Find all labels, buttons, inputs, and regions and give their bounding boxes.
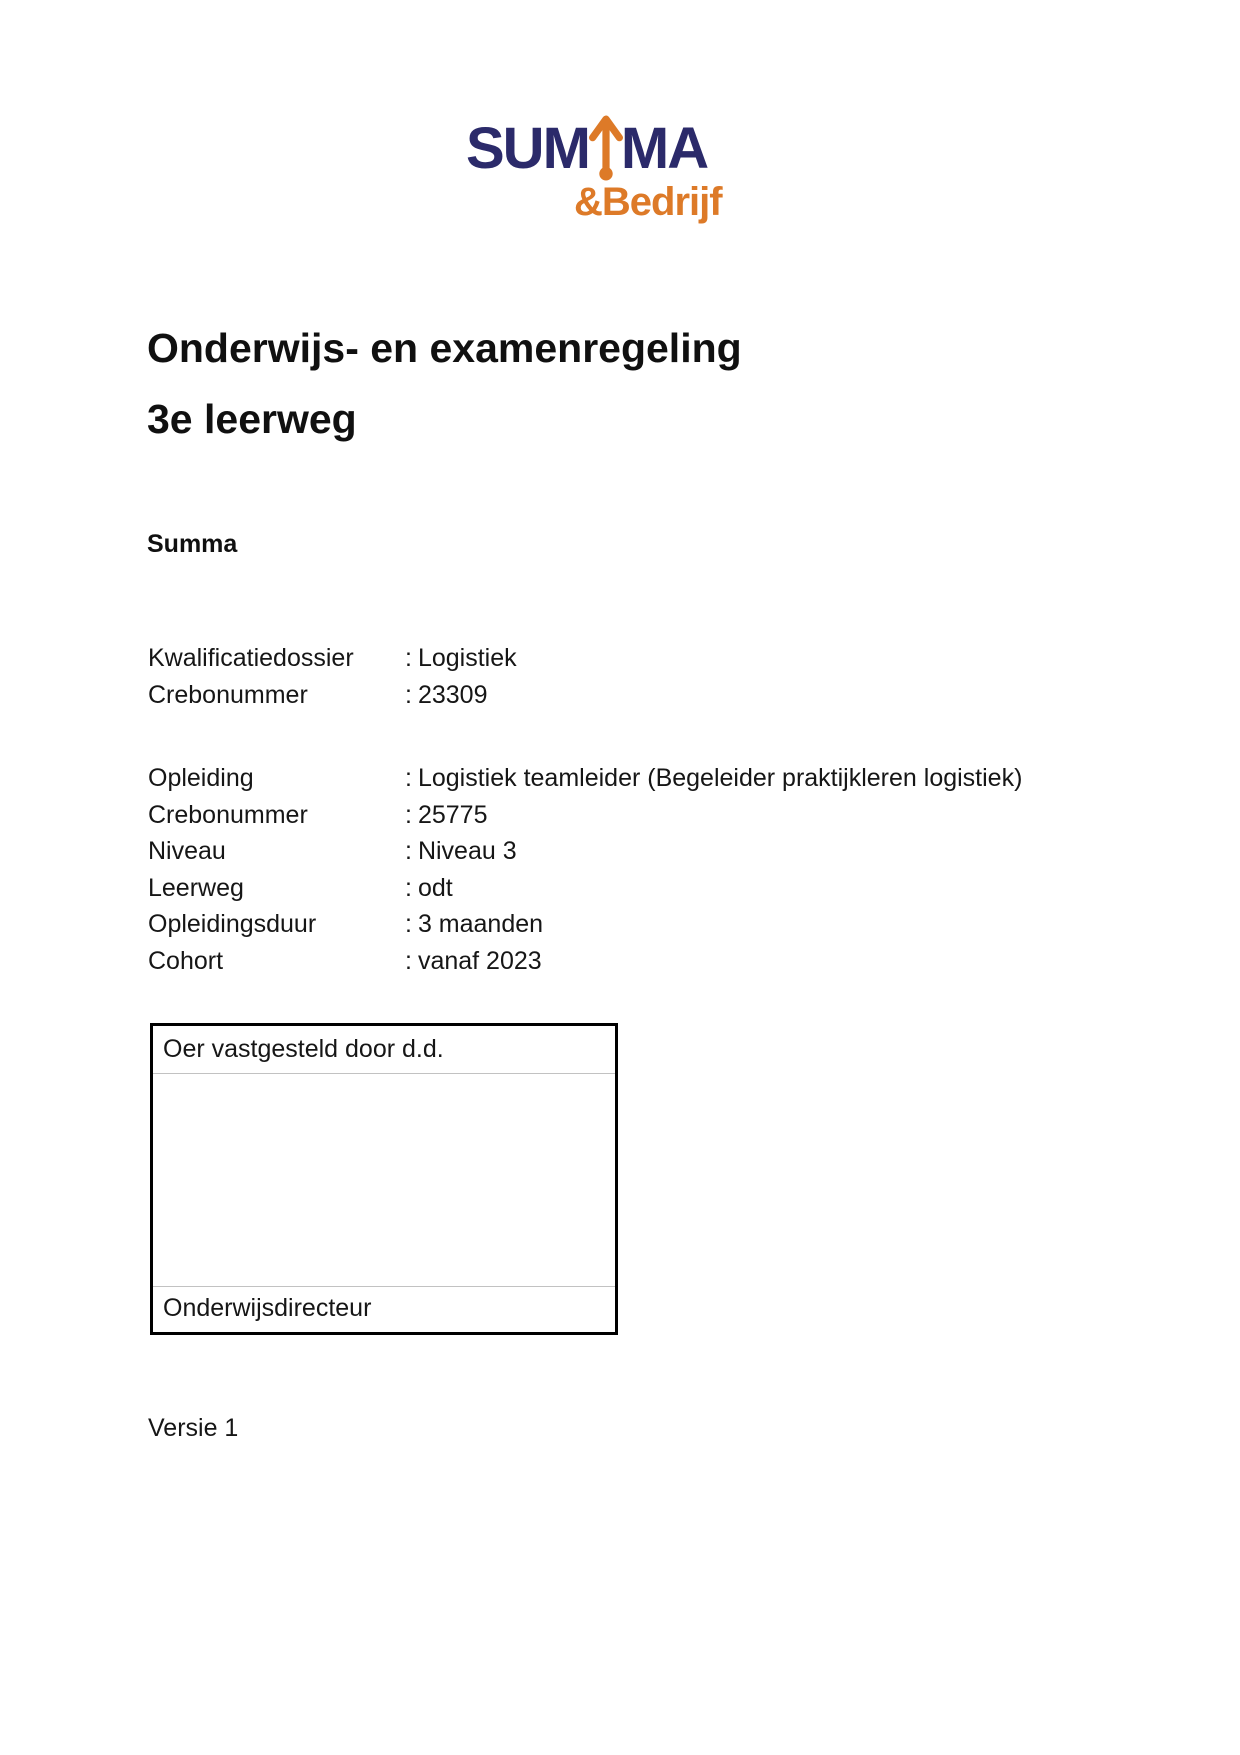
- detail-label: Crebonummer: [148, 680, 308, 709]
- approval-box: [150, 1023, 618, 1335]
- section-heading: Summa: [147, 530, 238, 558]
- detail-label: Kwalificatiedossier: [148, 644, 354, 672]
- detail-separator: :: [405, 873, 412, 902]
- page-subtitle: 3e leerweg: [147, 396, 357, 442]
- detail-label: Niveau: [148, 837, 226, 866]
- details-group-qualification: [148, 640, 1148, 713]
- detail-value: vanaf 2023: [417, 946, 542, 975]
- logo-word-start: SUM: [466, 116, 589, 181]
- page-title: Onderwijs- en examenregeling: [147, 325, 742, 371]
- detail-label: Cohort: [148, 946, 224, 975]
- detail-label: Opleiding: [148, 764, 254, 792]
- approval-box-footer: Onderwijsdirecteur: [163, 1294, 372, 1322]
- summa-logo: [466, 116, 786, 224]
- detail-value: Niveau 3: [417, 837, 517, 866]
- detail-value: 25775: [417, 800, 488, 829]
- detail-separator: :: [405, 680, 412, 709]
- detail-value: Logistiek teamleider (Begeleider praktijkleren logistiek): [417, 764, 1023, 792]
- up-arrow-icon: [588, 114, 624, 187]
- detail-row: [148, 906, 1148, 943]
- logo-wordmark: [466, 116, 786, 182]
- detail-separator: :: [405, 644, 412, 672]
- version-label: Versie 1: [148, 1414, 239, 1442]
- detail-value: 3 maanden: [417, 910, 544, 939]
- detail-row: [148, 943, 1148, 980]
- detail-separator: :: [405, 837, 412, 866]
- detail-value: odt: [417, 873, 453, 902]
- detail-label: Opleidingsduur: [148, 910, 317, 939]
- detail-separator: :: [405, 910, 412, 939]
- detail-row: [148, 640, 1148, 677]
- detail-separator: :: [405, 764, 412, 792]
- detail-label: Leerweg: [148, 873, 244, 902]
- detail-label: Crebonummer: [148, 800, 308, 829]
- detail-row: [148, 797, 1148, 834]
- detail-separator: :: [405, 800, 412, 829]
- detail-row: [148, 677, 1148, 714]
- detail-row: [148, 870, 1148, 907]
- details-group-program: [148, 760, 1148, 980]
- detail-row: [148, 833, 1148, 870]
- signature-space: [153, 1074, 615, 1287]
- logo-word-end: MA: [620, 116, 708, 181]
- detail-row: [148, 760, 1148, 797]
- approval-box-header: Oer vastgesteld door d.d.: [153, 1026, 615, 1074]
- detail-value: 23309: [417, 680, 488, 709]
- detail-value: Logistiek: [417, 644, 517, 672]
- logo-tagline: &Bedrijf: [574, 180, 722, 224]
- detail-separator: :: [405, 946, 412, 975]
